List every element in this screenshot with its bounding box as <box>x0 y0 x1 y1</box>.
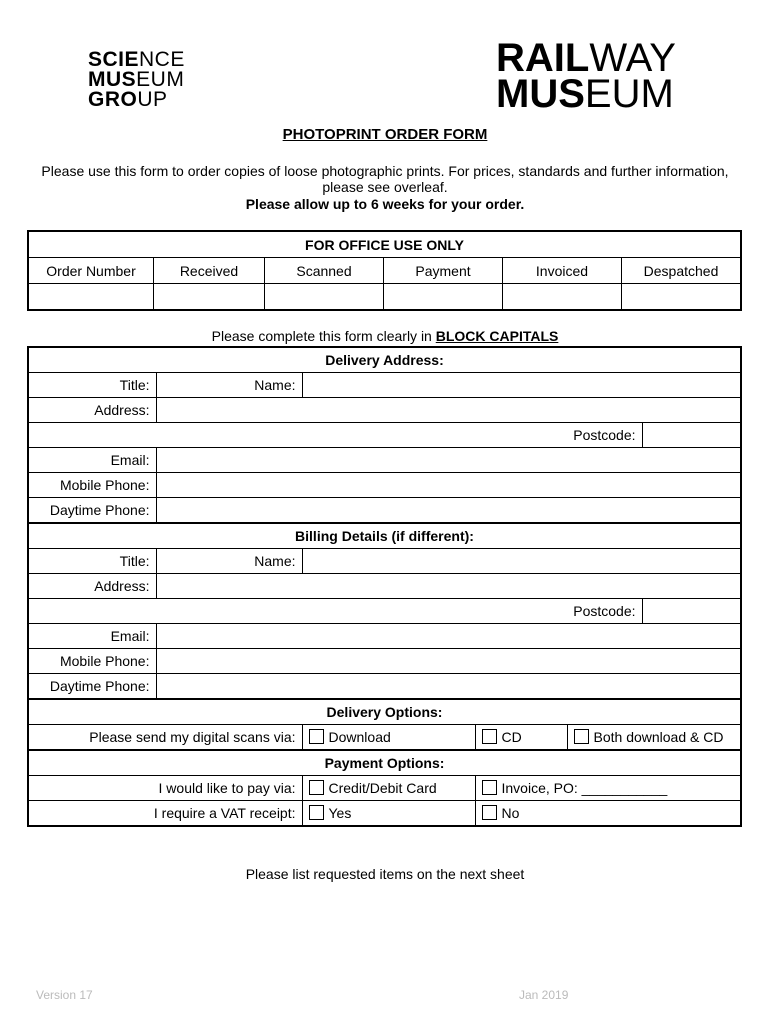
delivery-title-label: Title: <box>28 373 156 398</box>
version-label: Version 17 <box>36 988 93 1002</box>
option-card[interactable]: Credit/Debit Card <box>302 776 475 801</box>
billing-address-field[interactable] <box>156 574 741 599</box>
office-field-invoiced[interactable] <box>503 284 622 311</box>
delivery-mobile-field[interactable] <box>156 473 741 498</box>
office-field-scanned[interactable] <box>265 284 384 311</box>
office-field-payment[interactable] <box>384 284 503 311</box>
billing-email-label: Email: <box>28 624 156 649</box>
office-col-despatched: Despatched <box>622 258 742 284</box>
both-checkbox[interactable] <box>574 729 589 744</box>
science-museum-group-logo: SCIENCE MUSEUM GROUP <box>88 48 185 111</box>
billing-mobile-field[interactable] <box>156 649 741 674</box>
invoice-checkbox[interactable] <box>482 780 497 795</box>
office-col-invoiced: Invoiced <box>503 258 622 284</box>
download-checkbox[interactable] <box>309 729 324 744</box>
billing-heading: Billing Details (if different): <box>28 523 741 549</box>
billing-daytime-label: Daytime Phone: <box>28 674 156 700</box>
railway-museum-logo: RAILWAY MUSEUM <box>496 36 676 116</box>
option-invoice[interactable]: Invoice, PO: ___________ <box>475 776 741 801</box>
office-heading: FOR OFFICE USE ONLY <box>28 231 741 258</box>
delivery-mobile-label: Mobile Phone: <box>28 473 156 498</box>
turnaround-notice: Please allow up to 6 weeks for your order. <box>245 196 525 212</box>
office-field-despatched[interactable] <box>622 284 742 311</box>
office-col-payment: Payment <box>384 258 503 284</box>
delivery-daytime-field[interactable] <box>156 498 741 524</box>
billing-postcode-field[interactable] <box>642 599 741 624</box>
vat-prompt: I require a VAT receipt: <box>28 801 302 827</box>
delivery-name-field[interactable] <box>302 373 741 398</box>
cd-checkbox[interactable] <box>482 729 497 744</box>
delivery-options-prompt: Please send my digital scans via: <box>28 725 302 751</box>
delivery-name-label: Name: <box>254 377 296 393</box>
delivery-options-heading: Delivery Options: <box>28 699 741 725</box>
office-col-scanned: Scanned <box>265 258 384 284</box>
office-field-order-number[interactable] <box>28 284 154 311</box>
option-download[interactable]: Download <box>302 725 475 751</box>
office-col-received: Received <box>154 258 265 284</box>
delivery-daytime-label: Daytime Phone: <box>28 498 156 524</box>
billing-title-label: Title: <box>28 549 156 574</box>
office-use-table <box>27 230 742 311</box>
delivery-address-field[interactable] <box>156 398 741 423</box>
block-capitals-note: Please complete this form clearly in BLOCK CAPITALS <box>211 328 559 344</box>
delivery-title-field[interactable] <box>156 373 302 398</box>
delivery-email-label: Email: <box>28 448 156 473</box>
billing-title-field[interactable] <box>156 549 302 574</box>
option-both[interactable]: Both download & CD <box>567 725 741 751</box>
option-vat-yes[interactable]: Yes <box>302 801 475 827</box>
office-field-received[interactable] <box>154 284 265 311</box>
billing-name-field[interactable] <box>302 549 741 574</box>
delivery-heading: Delivery Address: <box>28 347 741 373</box>
order-details-table <box>27 346 742 827</box>
intro-text: Please use this form to order copies of loose photographic prints. For prices, standards and further information, please see overleaf. <box>41 163 729 195</box>
card-checkbox[interactable] <box>309 780 324 795</box>
vat-yes-checkbox[interactable] <box>309 805 324 820</box>
option-vat-no[interactable]: No <box>475 801 741 827</box>
form-title: PHOTOPRINT ORDER FORM <box>282 126 488 143</box>
delivery-email-field[interactable] <box>156 448 741 473</box>
next-sheet-note: Please list requested items on the next sheet <box>245 866 525 882</box>
billing-address-label: Address: <box>28 574 156 599</box>
office-col-order-number: Order Number <box>28 258 154 284</box>
billing-postcode-label: Postcode: <box>28 599 642 624</box>
billing-mobile-label: Mobile Phone: <box>28 649 156 674</box>
delivery-address-label: Address: <box>28 398 156 423</box>
delivery-postcode-label: Postcode: <box>28 423 642 448</box>
pay-via-prompt: I would like to pay via: <box>28 776 302 801</box>
billing-email-field[interactable] <box>156 624 741 649</box>
date-label: Jan 2019 <box>519 988 569 1002</box>
vat-no-checkbox[interactable] <box>482 805 497 820</box>
billing-name-label: Name: <box>254 553 296 569</box>
option-cd[interactable]: CD <box>475 725 567 751</box>
billing-daytime-field[interactable] <box>156 674 741 700</box>
payment-options-heading: Payment Options: <box>28 750 741 776</box>
delivery-postcode-field[interactable] <box>642 423 741 448</box>
